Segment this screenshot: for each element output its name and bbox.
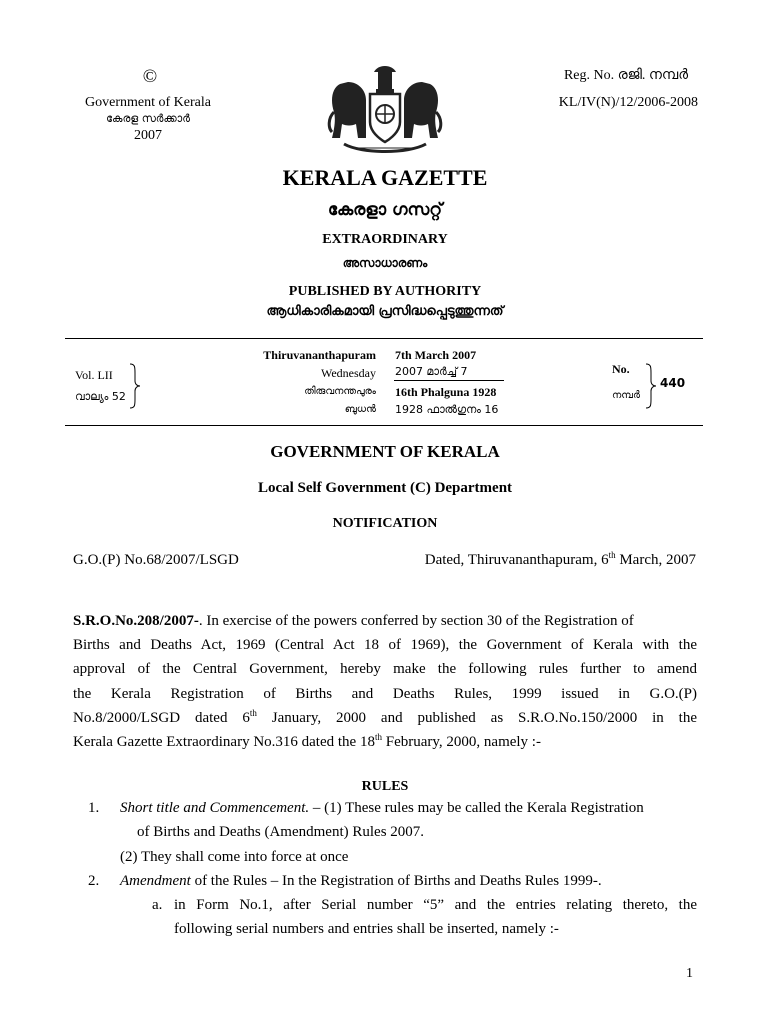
go-date-suffix: March, 2007: [615, 552, 696, 568]
body-line-5b: January, 2000 and published as S.R.O.No.150/2000 in the: [256, 709, 697, 726]
body-line: [73, 706, 697, 730]
registration-label: Reg. No. രജി. നമ്പർ: [563, 68, 688, 83]
body-line: [73, 609, 697, 633]
volume-ml: വാല്യം 52: [75, 390, 126, 403]
issue-number: 440: [660, 376, 686, 390]
divider-bottom: [65, 425, 703, 426]
page-number: 1: [686, 966, 693, 981]
extraordinary-label-ml: അസാധാരണം: [342, 256, 428, 270]
rule-number: 1.: [88, 800, 100, 816]
go-date-sup: th: [608, 550, 616, 560]
rule-2-text: [120, 869, 700, 893]
date-divider: [394, 380, 504, 381]
subrule-a-text-continued: following serial numbers and entries shall be inserted, namely :-: [174, 921, 559, 937]
body-line-1: . In exercise of the powers conferred by section 30 of the Registration of: [198, 613, 634, 629]
rule-1-subclause: (2) They shall come into force at once: [120, 849, 349, 865]
issue-date-en: 7th March 2007: [395, 348, 477, 362]
published-by-authority-ml: ആധികാരികമായി പ്രസിദ്ധപ്പെടുത്തുന്നത്: [266, 304, 504, 319]
body-line-6-sup: th: [374, 732, 382, 743]
gazette-title-en: KERALA GAZETTE: [282, 165, 488, 190]
sro-number: S.R.O.No.208/2007-: [73, 613, 199, 629]
body-line: approval of the Central Government, hereby make the following rules further to amend: [73, 661, 697, 678]
subrule-letter: a.: [152, 897, 163, 913]
body-line-5-sup: th: [249, 707, 257, 718]
rule-2-body: of the Rules – In the Registration of Births and Deaths Rules 1999-.: [190, 873, 602, 889]
extraordinary-label-en: EXTRAORDINARY: [322, 232, 448, 247]
body-line-5a: No.8/2000/LSGD dated 6: [73, 709, 250, 726]
issue-number-label-en: No.: [612, 362, 630, 376]
gazette-title-ml: കേരളാ ഗസറ്റ്: [327, 200, 443, 220]
rule-1-text-continued: of Births and Deaths (Amendment) Rules 2007.: [137, 824, 425, 840]
rule-2-title: Amendment: [120, 873, 191, 889]
issue-city-en: Thiruvananthapuram: [263, 348, 376, 362]
rule-1-body: – (1) These rules may be called the Kerala Registration: [309, 800, 644, 816]
go-date: [425, 552, 696, 569]
saka-date-en: 16th Phalguna 1928: [395, 385, 497, 399]
body-line: Births and Deaths Act, 1969 (Central Act 18 of 1969), the Government of Kerala with the: [73, 637, 697, 654]
issue-number-label-ml: നമ്പർ: [612, 390, 640, 401]
subrule-a-text: in Form No.1, after Serial number “5” and the entries relating thereto, the: [174, 897, 697, 913]
copyright-symbol: ©: [142, 66, 158, 87]
go-date-prefix: Dated, Thiruvananthapuram, 6: [424, 552, 609, 568]
brace-icon: [128, 363, 142, 409]
kerala-emblem-icon: [322, 64, 448, 160]
government-name-ml: കേരള സർക്കാർ: [106, 112, 190, 125]
issue-weekday-en: Wednesday: [320, 366, 376, 380]
divider-top: [65, 338, 703, 339]
go-number: G.O.(P) No.68/2007/LSGD: [73, 552, 239, 568]
notification-heading: NOTIFICATION: [332, 516, 438, 531]
notification-body: [73, 609, 697, 754]
rule-number: 2.: [88, 873, 100, 889]
body-line-6a: Kerala Gazette Extraordinary No.316 dated the 18: [73, 734, 375, 751]
brace-icon: [644, 363, 658, 409]
body-line-6b: February, 2000, namely :-: [381, 734, 541, 751]
rules-heading: RULES: [361, 779, 409, 794]
saka-date-ml: 1928 ഫാൽഗുനം 16: [395, 403, 499, 416]
department-heading: GOVERNMENT OF KERALA: [270, 442, 500, 461]
body-line: [73, 730, 697, 754]
body-line: the Kerala Registration of Births and Deaths Rules, 1999 issued in G.O.(P): [73, 685, 697, 702]
government-name-en: Government of Kerala: [85, 95, 211, 110]
rule-1-title: Short title and Commencement.: [120, 800, 310, 816]
copyright-year: 2007: [134, 128, 162, 143]
published-by-authority-en: PUBLISHED BY AUTHORITY: [288, 284, 482, 299]
issue-weekday-ml: ബുധൻ: [344, 404, 376, 415]
issue-city-ml: തിരുവനന്തപുരം: [304, 386, 376, 397]
rule-1-text: [120, 796, 700, 820]
issue-date-ml: 2007 മാർച്ച് 7: [395, 365, 468, 378]
department-name: Local Self Government (C) Department: [257, 480, 513, 496]
registration-number: KL/IV(N)/12/2006-2008: [558, 95, 698, 110]
volume-en: Vol. LII: [75, 368, 113, 382]
